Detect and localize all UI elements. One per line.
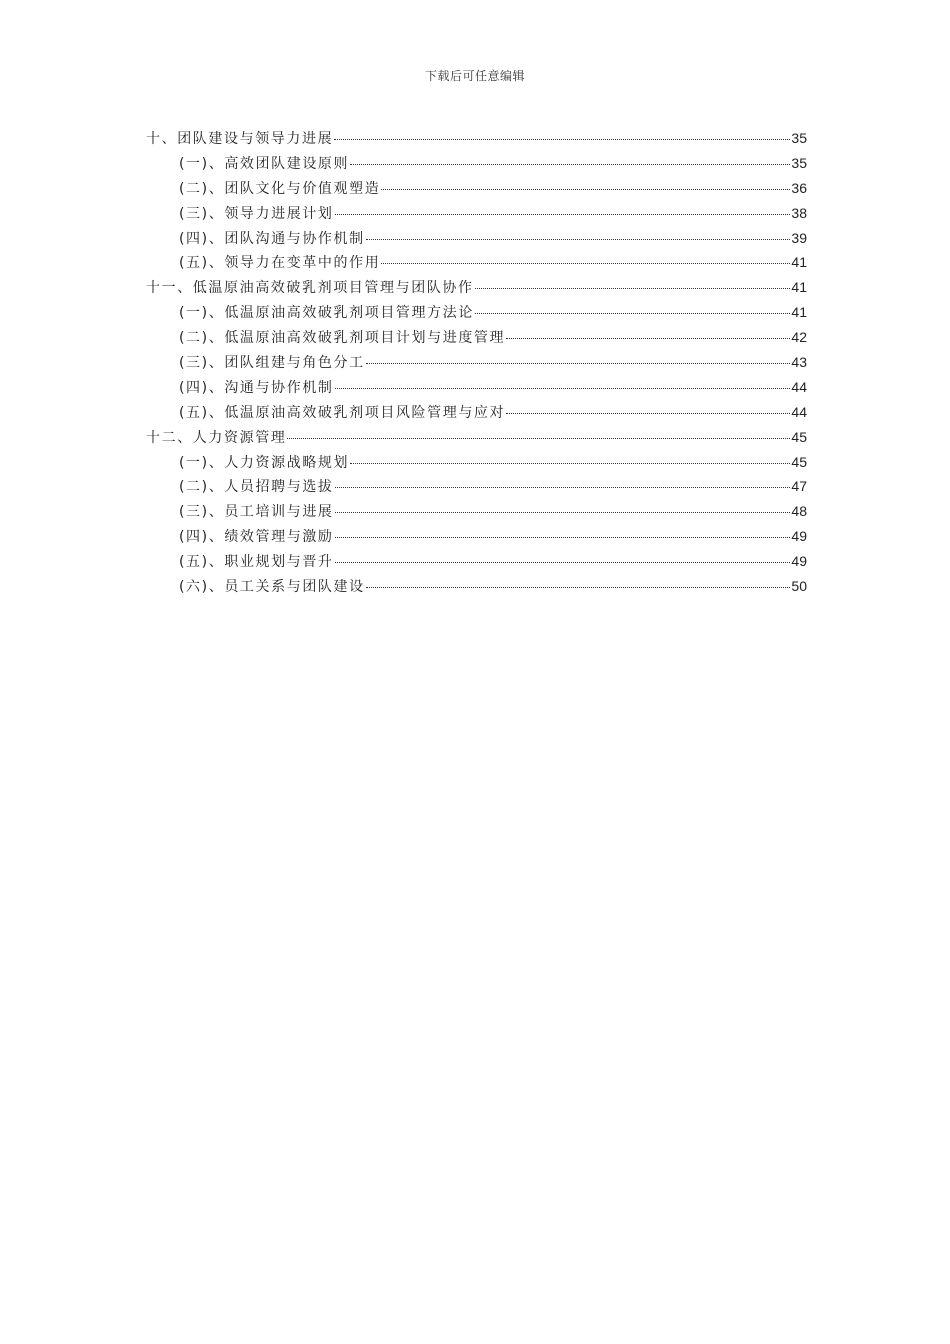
toc-entry-page: 36 <box>791 179 807 196</box>
toc-leader-dots <box>334 139 790 140</box>
toc-entry[interactable] <box>146 450 807 475</box>
toc-entry-title: 十、团队建设与领导力进展 <box>146 131 334 147</box>
toc-entry-title: (三)、领导力进展计划 <box>179 205 334 222</box>
toc-leader-dots <box>335 214 790 215</box>
toc-leader-dots <box>475 313 790 314</box>
toc-entry-page: 44 <box>791 403 807 420</box>
toc-leader-dots <box>335 562 790 563</box>
toc-leader-dots <box>366 239 790 240</box>
toc-entry-title: (五)、领导力在变革中的作用 <box>179 255 381 272</box>
toc-entry[interactable] <box>146 499 807 524</box>
toc-entry-title: 十一、低温原油高效破乳剂项目管理与团队协作 <box>146 280 474 297</box>
toc-entry-title: (四)、团队沟通与协作机制 <box>179 230 365 247</box>
toc-entry[interactable] <box>146 474 807 499</box>
toc-leader-dots <box>335 537 790 538</box>
toc-entry[interactable] <box>146 226 807 251</box>
toc-leader-dots <box>366 587 790 588</box>
toc-entry-title: (二)、低温原油高效破乳剂项目计划与进度管理 <box>179 330 506 347</box>
toc-entry[interactable] <box>146 400 807 425</box>
toc-entry-page: 48 <box>791 503 807 520</box>
toc-entry-page: 49 <box>791 553 807 570</box>
toc-entry-page: 41 <box>791 304 807 321</box>
toc-entry[interactable] <box>146 176 807 201</box>
toc-leader-dots <box>506 338 790 339</box>
toc-entry-page: 39 <box>791 229 807 246</box>
toc-entry-title: (二)、人员招聘与选拔 <box>179 479 334 496</box>
toc-entry-page: 35 <box>791 154 807 171</box>
toc-entry-title: (三)、团队组建与角色分工 <box>179 355 365 372</box>
toc-leader-dots <box>335 487 790 488</box>
toc-entry-page: 42 <box>791 329 807 346</box>
toc-entry[interactable] <box>146 425 807 450</box>
toc-entry-title: (四)、绩效管理与激励 <box>179 529 334 546</box>
toc-entry[interactable] <box>146 300 807 325</box>
toc-entry-title: (一)、高效团队建设原则 <box>179 155 350 172</box>
toc-entry-page: 41 <box>791 279 807 296</box>
toc-entry[interactable] <box>146 325 807 350</box>
toc-entry[interactable] <box>146 350 807 375</box>
toc-entry-page: 45 <box>791 453 807 470</box>
toc-entry-title: (六)、员工关系与团队建设 <box>179 579 365 596</box>
toc-entry-title: (二)、团队文化与价值观塑造 <box>179 180 381 197</box>
toc-entry-title: (三)、员工培训与进展 <box>179 504 334 521</box>
toc-entry[interactable] <box>146 151 807 176</box>
toc-entry[interactable] <box>146 549 807 574</box>
toc-entry-page: 44 <box>791 378 807 395</box>
toc-entry-page: 38 <box>791 204 807 221</box>
toc-entry-title: (一)、人力资源战略规划 <box>179 454 350 471</box>
toc-entry-page: 47 <box>791 478 807 495</box>
toc-entry-title: (五)、低温原油高效破乳剂项目风险管理与应对 <box>179 404 506 421</box>
toc-entry[interactable] <box>146 126 807 151</box>
toc-entry-page: 45 <box>791 428 807 445</box>
toc-entry-page: 49 <box>791 528 807 545</box>
toc-entry-title: 十二、人力资源管理 <box>146 429 287 446</box>
toc-entry[interactable] <box>146 275 807 300</box>
toc-entry[interactable] <box>146 524 807 549</box>
page-header: 下载后可任意编辑 <box>424 69 525 83</box>
toc-entry[interactable] <box>146 375 807 400</box>
toc-entry-page: 41 <box>791 254 807 271</box>
toc-leader-dots <box>381 189 790 190</box>
toc-entry-title: (一)、低温原油高效破乳剂项目管理方法论 <box>179 305 474 322</box>
toc-leader-dots <box>287 438 790 439</box>
toc-leader-dots <box>475 288 790 289</box>
toc-entry-title: (五)、职业规划与晋升 <box>179 554 334 571</box>
toc-leader-dots <box>350 164 790 165</box>
toc-entry[interactable] <box>146 201 807 226</box>
toc-leader-dots <box>366 363 790 364</box>
toc-entry-page: 35 <box>791 130 807 146</box>
toc-leader-dots <box>506 413 790 414</box>
toc-leader-dots <box>381 263 790 264</box>
toc-leader-dots <box>335 512 790 513</box>
toc-entry-page: 50 <box>791 578 807 595</box>
toc-leader-dots <box>335 388 790 389</box>
toc-entry[interactable] <box>146 250 807 275</box>
table-of-contents <box>146 126 807 599</box>
toc-entry[interactable] <box>146 574 807 599</box>
toc-leader-dots <box>350 463 790 464</box>
toc-entry-page: 43 <box>791 354 807 371</box>
toc-entry-title: (四)、沟通与协作机制 <box>179 379 334 396</box>
